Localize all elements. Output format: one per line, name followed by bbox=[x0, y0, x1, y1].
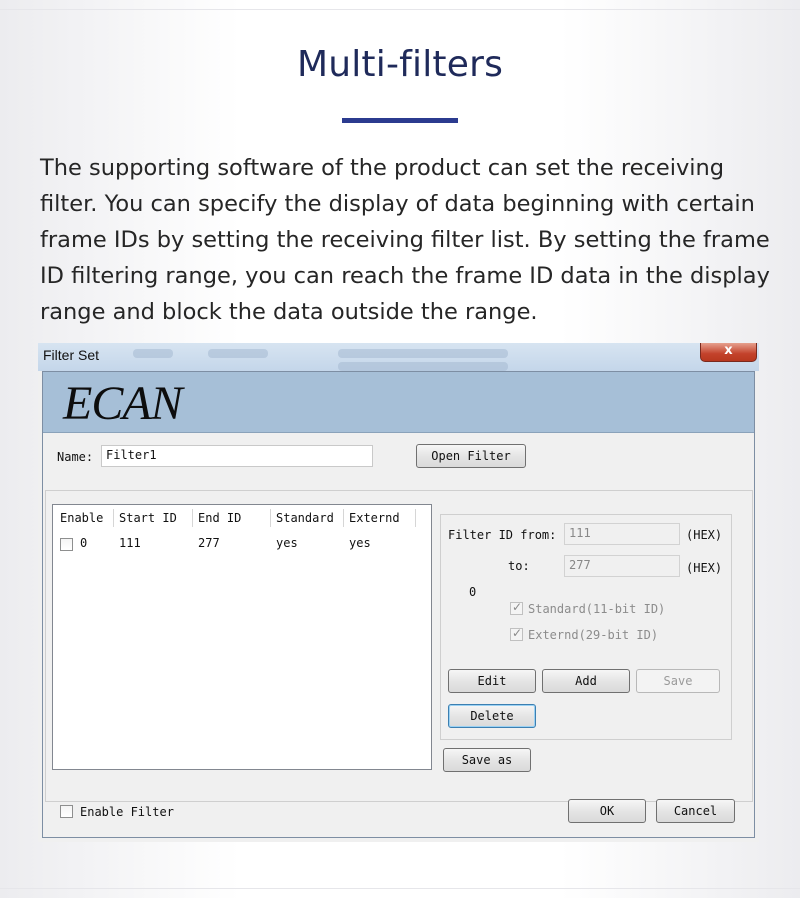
filter-list-header bbox=[53, 505, 431, 529]
window-title: Filter Set bbox=[43, 347, 100, 363]
row-enable-value: 0 bbox=[80, 536, 88, 550]
filter-id-from-input[interactable]: 111 bbox=[564, 523, 680, 545]
column-header-enable[interactable]: Enable bbox=[60, 511, 104, 525]
filter-index-value: 0 bbox=[469, 585, 477, 599]
ecan-logo: ECAN bbox=[63, 377, 182, 430]
bottom-divider bbox=[0, 888, 800, 889]
row-externd: yes bbox=[349, 536, 371, 550]
standard-checkbox[interactable]: ✓ bbox=[512, 600, 523, 614]
close-button[interactable]: x bbox=[700, 343, 757, 362]
standard-checkbox-label: Standard(11-bit ID) bbox=[528, 602, 666, 616]
filter-name-input[interactable]: Filter1 bbox=[101, 445, 373, 467]
filter-id-to-input[interactable]: 277 bbox=[564, 555, 680, 577]
blurred-background-text bbox=[133, 349, 173, 358]
blurred-background-text bbox=[338, 349, 508, 358]
top-divider bbox=[0, 9, 800, 10]
row-enable-checkbox[interactable] bbox=[60, 538, 73, 551]
add-button[interactable]: Add bbox=[542, 669, 630, 693]
row-standard: yes bbox=[276, 536, 298, 550]
dialog-body bbox=[42, 371, 755, 838]
delete-button[interactable]: Delete bbox=[448, 704, 536, 728]
title-underline bbox=[342, 118, 458, 123]
column-separator[interactable] bbox=[270, 509, 271, 527]
column-header-standard[interactable]: Standard bbox=[276, 511, 334, 525]
hex-label-to: (HEX) bbox=[686, 561, 723, 575]
blurred-background-text bbox=[208, 349, 268, 358]
filter-id-to-label: to: bbox=[508, 559, 530, 573]
save-as-button[interactable]: Save as bbox=[443, 748, 531, 772]
row-start-id: 111 bbox=[119, 536, 141, 550]
column-separator[interactable] bbox=[415, 509, 416, 527]
externd-checkbox-label: Externd(29-bit ID) bbox=[528, 628, 659, 642]
save-button[interactable]: Save bbox=[636, 669, 720, 693]
blurred-background-text bbox=[338, 362, 508, 371]
enable-filter-label: Enable Filter bbox=[80, 805, 174, 819]
description-text: The supporting software of the product can set the receiving filter. You can specify the display of data beginning with certain frame IDs by setting the receiving filter list. By setting the frame ID filtering range, you can reach the frame ID data in the display range and block the data outside the range. bbox=[40, 155, 770, 325]
column-header-start-id[interactable]: Start ID bbox=[119, 511, 177, 525]
name-label: Name: bbox=[57, 450, 94, 464]
externd-checkbox[interactable]: ✓ bbox=[512, 626, 523, 640]
enable-filter-checkbox[interactable] bbox=[60, 805, 73, 818]
column-separator[interactable] bbox=[113, 509, 114, 527]
column-separator[interactable] bbox=[192, 509, 193, 527]
column-header-externd[interactable]: Externd bbox=[349, 511, 400, 525]
edit-button[interactable]: Edit bbox=[448, 669, 536, 693]
page-title: Multi-filters bbox=[296, 44, 504, 85]
filter-set-window bbox=[38, 343, 759, 842]
column-header-end-id[interactable]: End ID bbox=[198, 511, 242, 525]
hex-label-from: (HEX) bbox=[686, 528, 723, 542]
cancel-button[interactable]: Cancel bbox=[656, 799, 735, 823]
open-filter-button[interactable]: Open Filter bbox=[416, 444, 526, 468]
filter-list[interactable] bbox=[52, 504, 432, 770]
ok-button[interactable]: OK bbox=[568, 799, 646, 823]
column-separator[interactable] bbox=[343, 509, 344, 527]
ecan-banner bbox=[43, 372, 754, 433]
window-titlebar bbox=[38, 343, 759, 371]
filter-id-from-label: Filter ID from: bbox=[448, 528, 557, 542]
row-end-id: 277 bbox=[198, 536, 220, 550]
